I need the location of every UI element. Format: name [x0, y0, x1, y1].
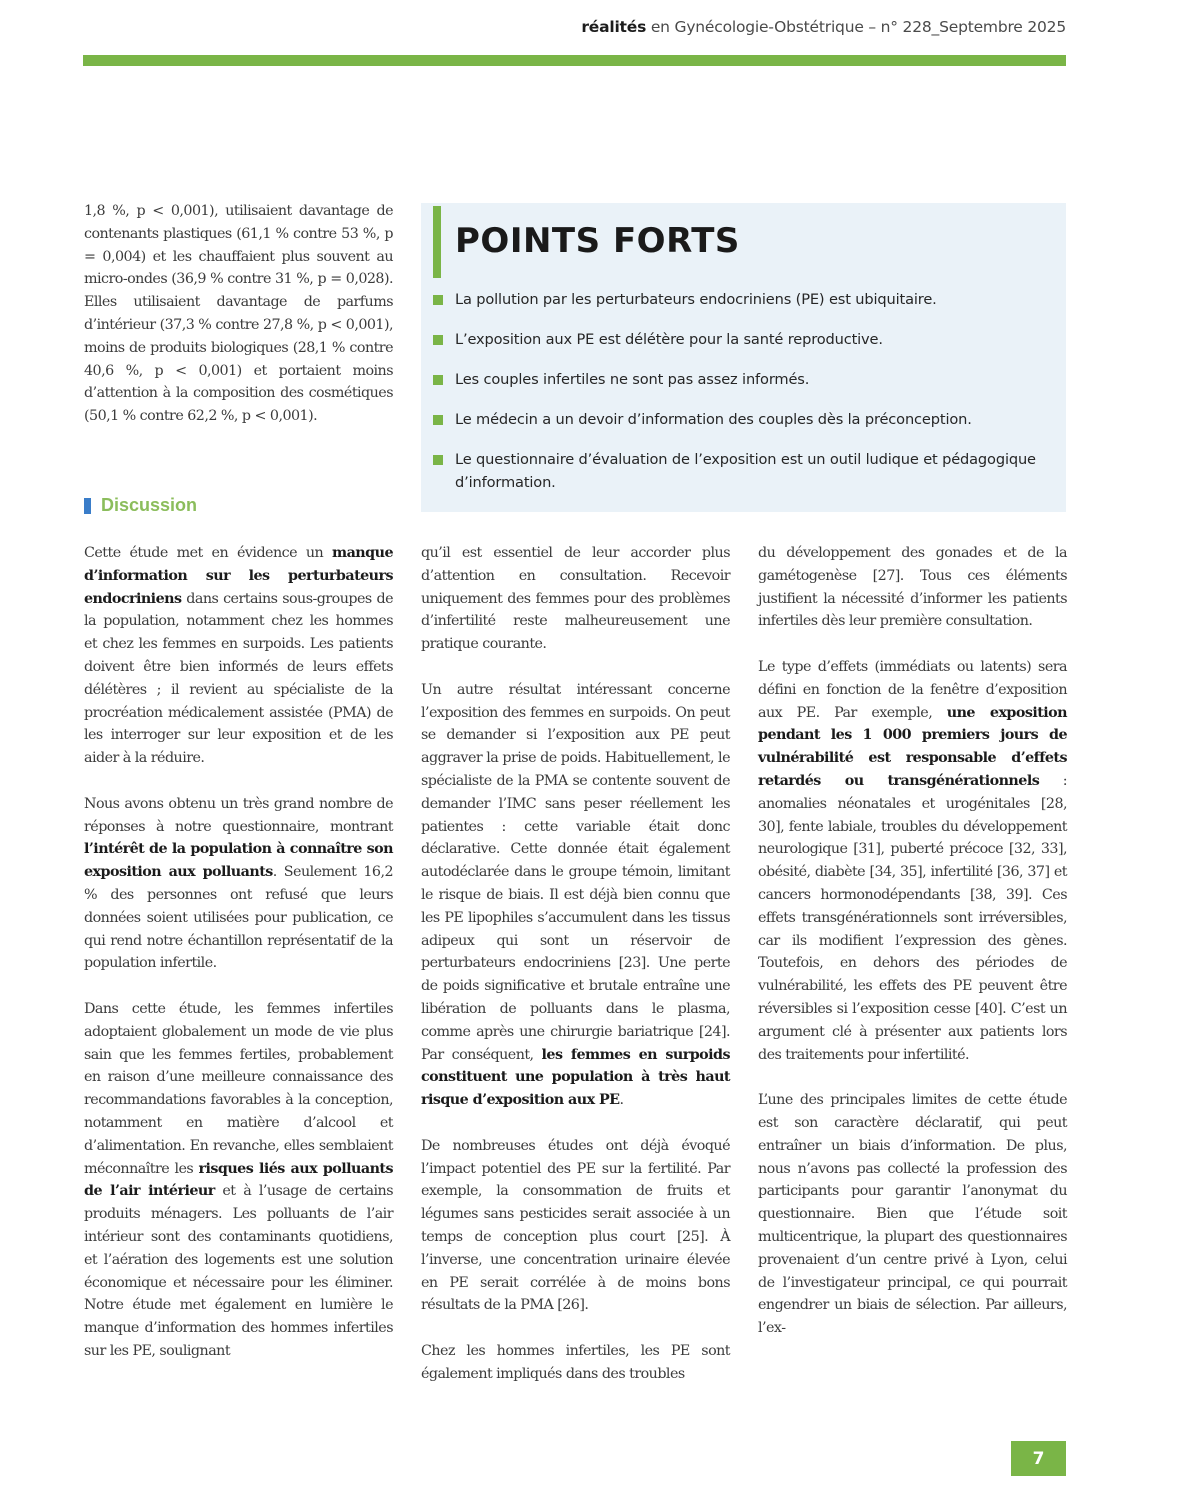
paragraph: Cette étude met en évidence un manque d’information sur les perturbateurs endocriniens dans certains sous-groupes de la population, notamment chez les hommes et chez les femmes en surpoids. Les patients doivent être bien informés de leurs effets délétères ; il revient au spécialiste de la procréation médicalement assistée (PMA) de les interroger sur leur exposition et de les aider à la réduire. — [84, 545, 393, 767]
journal-brand: réalités — [581, 18, 647, 36]
emphasis: une exposition pendant les 1 000 premiers jours de vulnérabilité est responsable d’effets retardés ou transgénérationnels — [758, 704, 1067, 789]
key-point-item: Les couples infertiles ne sont pas assez informés. — [433, 369, 1053, 392]
key-point-item: La pollution par les perturbateurs endocriniens (PE) est ubiquitaire. — [433, 289, 1053, 312]
square-bullet-icon — [433, 375, 443, 385]
paragraph: L’une des principales limites de cette étude est son caractère déclaratif, qui peut entraîner un biais d’information. De plus, nous n’avons pas collecté la profession des participants pour garantir l’anonymat du questionnaire. Bien que l’étude soit multicentrique, la plupart des questionnaires provenaient d’un centre privé à Lyon, celui de l’investigateur principal, ce qui pourrait engendrer un biais de sélection. Par ailleurs, l’ex- — [758, 1092, 1067, 1337]
key-points-list — [433, 289, 1053, 512]
key-points-title: POINTS FORTS — [455, 221, 740, 261]
square-bullet-icon — [433, 295, 443, 305]
text-column-1 — [84, 542, 393, 1385]
key-points-box — [421, 203, 1066, 512]
key-point-item: L’exposition aux PE est délétère pour la santé reproductive. — [433, 329, 1053, 352]
results-continuation — [84, 200, 393, 451]
header-rule — [83, 55, 1066, 66]
key-points-accent-bar — [433, 206, 441, 278]
paragraph: De nombreuses études ont déjà évoqué l’impact potentiel des PE sur la fertilité. Par exemple, la consommation de fruits et légumes sans pesticides serait associée à un temps de conception plus court [25]. À l’inverse, une concentration urinaire élevée en PE serait corrélée à de moins bons résultats de la PMA [26]. — [421, 1137, 730, 1314]
paragraph: Le type d’effets (immédiats ou latents) sera défini en fonction de la fenêtre d’exposition aux PE. Par exemple, une exposition pendant les 1 000 premiers jours de vulnérabilité est responsable d’effets retardés ou transgénérationnels : anomalies néonatales et urogénitales [28, 30], fente labiale, troubles du développement neurologique [31], puberté précoce [32, 33], obésité, diabète [34, 35], infertilité [36, 37] et cancers hormonodépendants [38, 39]. Ces effets transgénérationnels sont irréversibles, car ils modifient l’expression des gènes. Toutefois, en dehors des périodes de vulnérabilité, les effets des PE peuvent être réversibles si l’exposition cesse [40]. C’est un argument clé à présenter aux patients lors des traitements pour infertilité. — [758, 658, 1068, 1063]
emphasis: les femmes en surpoids constituent une population à très haut risque d’exposition aux PE — [421, 1046, 730, 1109]
section-marker-icon — [84, 498, 91, 514]
paragraph: 1,8 %, p < 0,001), utilisaient davantage de contenants plastiques (61,1 % contre 53 %, p = 0,004) et les chauffaient plus souvent au micro-ondes (36,9 % contre 31 %, p = 0,028). Elles utilisaient davantage de parfums d’intérieur (37,3 % contre 27,8 %, p < 0,001), moins de produits biologiques (28,1 % contre 40,6 %, p < 0,001) et portaient moins d’attention à la composition des cosmétiques (50,1 % contre 62,2 %, p < 0,001). — [84, 203, 393, 425]
emphasis: manque d’information sur les perturbateurs endocriniens — [84, 545, 393, 607]
paragraph: Nous avons obtenu un très grand nombre de réponses à notre questionnaire, montrant l’intérêt de la population à connaître son exposition aux polluants. Seulement 16,2 % des personnes ont refusé que leurs données soient utilisées pour publication, ce qui rend notre échantillon représentatif de la population infertile. — [84, 795, 393, 972]
square-bullet-icon — [433, 335, 443, 345]
text-column-3 — [758, 542, 1067, 1363]
paragraph: Chez les hommes infertiles, les PE sont également impliqués dans des troubles — [421, 1342, 730, 1382]
key-point-item: Le médecin a un devoir d’information des couples dès la préconception. — [433, 409, 1053, 432]
text-column-2 — [421, 542, 730, 1408]
key-point-item: Le questionnaire d’évaluation de l’exposition est un outil ludique et pédagogique d’information. — [433, 449, 1053, 494]
square-bullet-icon — [433, 455, 443, 465]
emphasis: l’intérêt de la population à connaître son exposition aux polluants — [84, 841, 393, 881]
paragraph: qu’il est essentiel de leur accorder plus d’attention en consultation. Recevoir uniquement des femmes pour des problèmes d’infertilité reste malheureusement une pratique courante. — [421, 545, 730, 653]
section-heading-discussion — [84, 495, 197, 516]
emphasis: risques liés aux polluants de l’air intérieur — [84, 1160, 393, 1200]
paragraph: Un autre résultat intéressant concerne l’exposition des femmes en surpoids. On peut se demander si l’exposition aux PE peut aggraver la prise de poids. Habituellement, le spécialiste de la PMA se contente souvent de demander l’IMC sans peser réellement les patientes : cette variable était donc déclarative. Cette donnée était également autodéclarée dans le groupe témoin, limitant le risque de biais. Il est déjà bien connu que les PE lipophiles s’accumulent dans les tissus adipeux qui sont un réservoir de perturbateurs endocriniens [23]. Une perte de poids significative et brutale entraîne une libération de polluants dans le plasma, comme après une chirurgie bariatrique [24]. Par conséquent, les femmes en surpoids constituent une population à très haut risque d’exposition aux PE. — [421, 681, 730, 1109]
page-number-badge: 7 — [1011, 1441, 1066, 1476]
journal-issue: en Gynécologie-Obstétrique – n° 228_Septembre 2025 — [646, 18, 1066, 36]
square-bullet-icon — [433, 415, 443, 425]
section-title: Discussion — [101, 495, 198, 515]
paragraph: du développement des gonades et de la gamétogenèse [27]. Tous ces éléments justifient la nécessité d’informer les patients infertiles dès leur première consultation. — [758, 545, 1067, 630]
paragraph: Dans cette étude, les femmes infertiles adoptaient globalement un mode de vie plus sain que les femmes fertiles, probablement en raison d’une meilleure connaissance des recommandations favorables à la conception, notamment en matière d’alcool et d’alimentation. En revanche, elles semblaient méconnaître les risques liés aux polluants de l’air intérieur et à l’usage de certains produits ménagers. Les polluants de l’air intérieur sont des contaminants quotidiens, et l’aération des logements est une solution économique et nécessaire pour les éliminer. Notre étude met également en lumière le manque d’information des hommes infertiles sur les PE, soulignant — [84, 1000, 393, 1359]
running-header — [581, 18, 1066, 36]
